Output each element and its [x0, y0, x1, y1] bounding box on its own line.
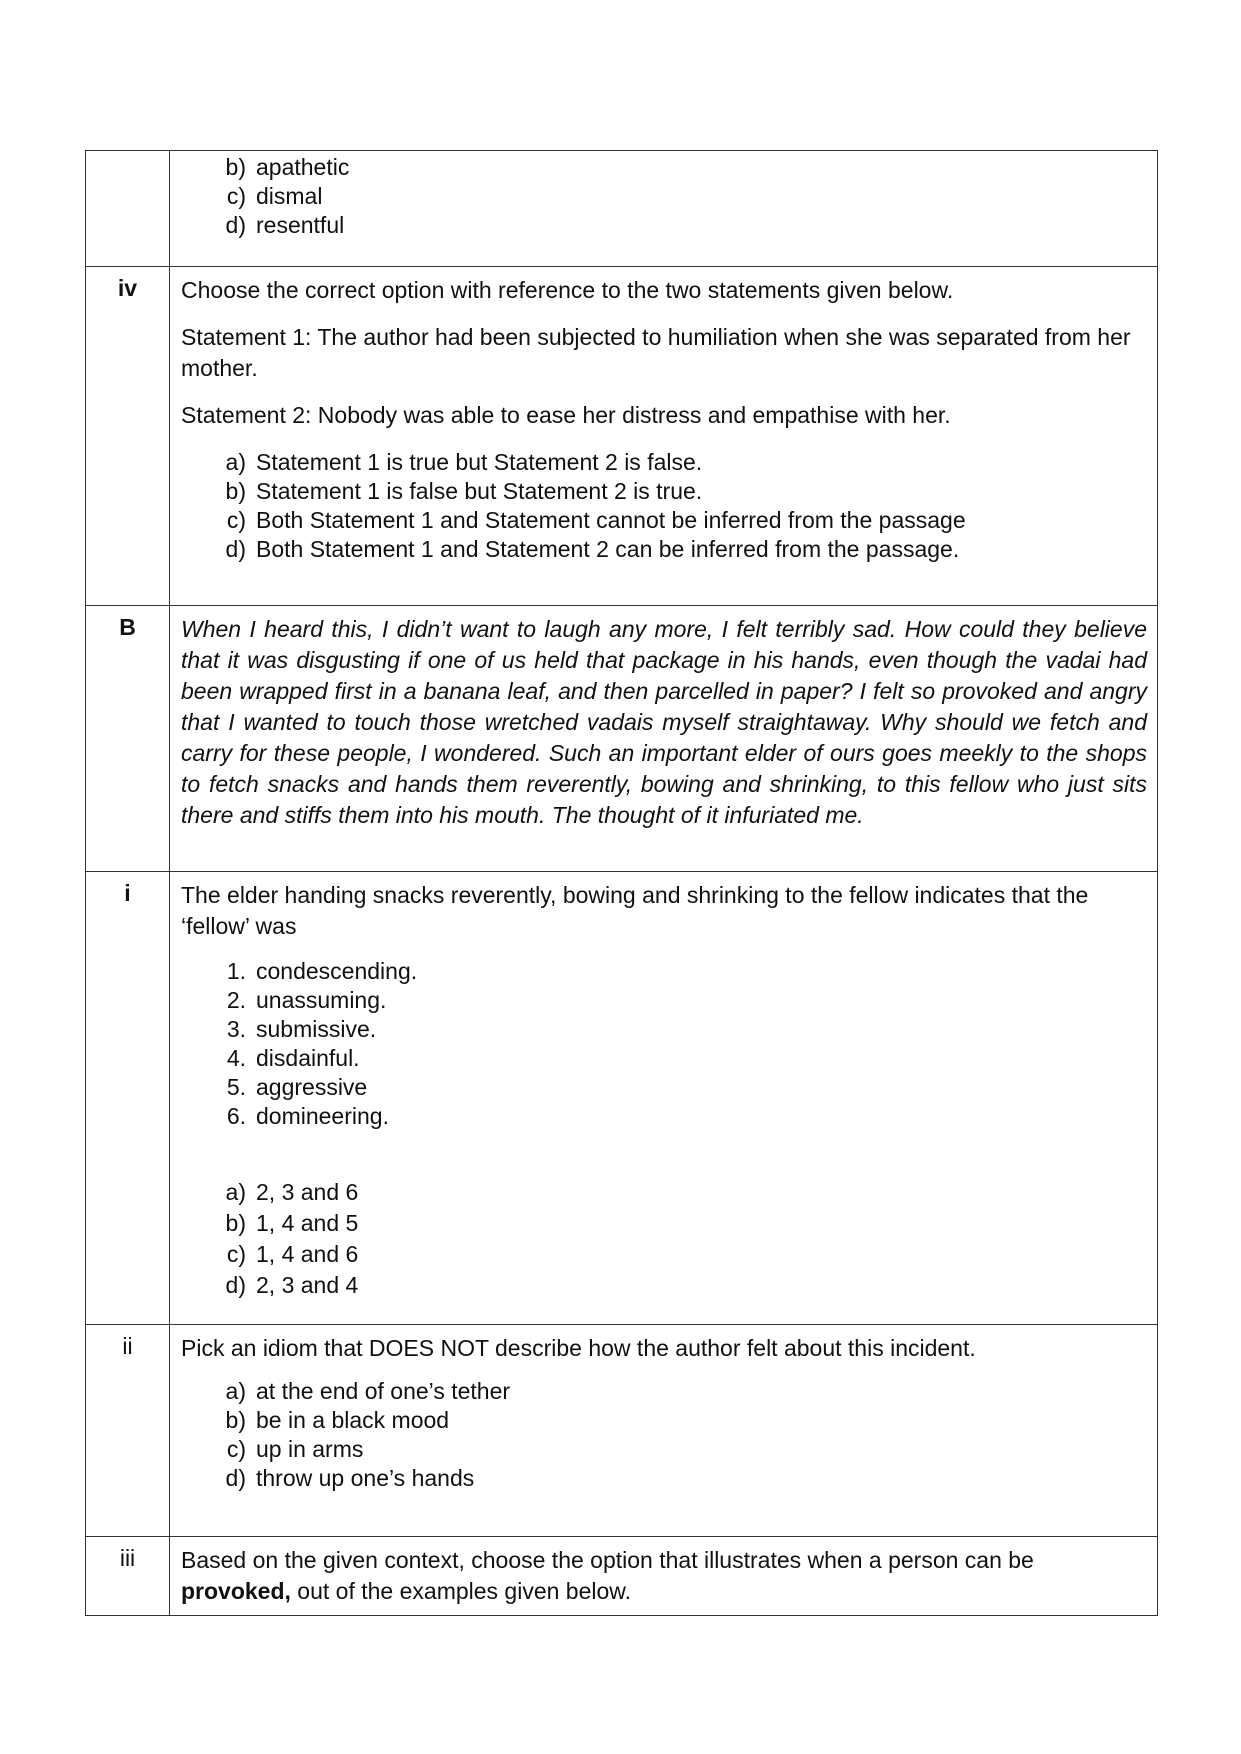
question-number: ii [86, 1325, 170, 1537]
question-number [86, 151, 170, 267]
option-item: d) Both Statement 1 and Statement 2 can be inferred from the passage. [225, 536, 960, 562]
question-text: Based on the given context, choose the option that illustrates when a person can be provoked, out of the examples given below. [181, 1547, 1034, 1604]
trait-list [181, 957, 1147, 1131]
question-number: i [86, 872, 170, 1325]
question-content [170, 872, 1158, 1325]
trait-item: 1. condescending. [226, 958, 418, 984]
option-item: b) 1, 4 and 5 [225, 1210, 359, 1236]
question-number: iv [86, 267, 170, 606]
option-list [181, 1377, 1147, 1493]
passage-row-b [86, 606, 1158, 872]
option-item: d) throw up one’s hands [225, 1465, 475, 1491]
question-content [170, 151, 1158, 267]
option-list [181, 448, 1147, 564]
option-item: d) resentful [225, 212, 345, 238]
trait-item: 3. submissive. [226, 1016, 377, 1042]
question-text: Pick an idiom that DOES NOT describe how the author felt about this incident. [181, 1335, 976, 1361]
option-item: b) apathetic [225, 154, 350, 180]
option-item: c) up in arms [226, 1436, 364, 1462]
trait-item: 6. domineering. [226, 1103, 389, 1129]
option-item: c) 1, 4 and 6 [226, 1241, 359, 1267]
option-list [181, 153, 1147, 240]
option-item: d) 2, 3 and 4 [225, 1272, 359, 1298]
keyword-provoked: provoked, [181, 1578, 291, 1604]
question-text: The elder handing snacks reverently, bowing and shrinking to the fellow indicates that the ‘fellow’ was [181, 882, 1089, 939]
question-table [85, 150, 1158, 1616]
option-item: c) Both Statement 1 and Statement cannot be inferred from the passage [226, 507, 966, 533]
question-row-iii [86, 1537, 1158, 1616]
passage-label: B [86, 606, 170, 872]
trait-item: 2. unassuming. [226, 987, 387, 1013]
question-content [170, 1325, 1158, 1537]
statement-1: Statement 1: The author had been subjected to humiliation when she was separated from her mother. [181, 324, 1131, 381]
option-item: a) 2, 3 and 6 [225, 1179, 359, 1205]
option-list [181, 1177, 1147, 1301]
question-content [170, 1537, 1158, 1616]
question-row-continuation [86, 151, 1158, 267]
question-content [170, 267, 1158, 606]
question-number: iii [86, 1537, 170, 1616]
option-item: c) dismal [226, 183, 323, 209]
option-item: b) Statement 1 is false but Statement 2 is true. [225, 478, 703, 504]
option-item: a) at the end of one’s tether [225, 1378, 511, 1404]
trait-item: 4. disdainful. [226, 1045, 360, 1071]
passage-text: When I heard this, I didn’t want to laugh any more, I felt terribly sad. How could they believe that it was disgusting if one of us held that package in his hands, even though the vadai had been wrapped first in a banana leaf, and then parcelled in paper? I felt so provoked and angry that I wanted to touch those wretched vadais myself straightaway. Why should we fetch and carry for these people, I wondered. Such an important elder of ours goes meekly to the shops to fetch snacks and hands them reverently, bowing and shrinking, to this fellow who just sits there and stiffs them into his mouth. The thought of it infuriated me. [181, 616, 1147, 828]
option-item: a) Statement 1 is true but Statement 2 is false. [225, 449, 703, 475]
passage-content [170, 606, 1158, 872]
option-item: b) be in a black mood [225, 1407, 450, 1433]
trait-item: 5. aggressive [226, 1074, 368, 1100]
question-row-ii [86, 1325, 1158, 1537]
statement-2: Statement 2: Nobody was able to ease her distress and empathise with her. [181, 402, 951, 428]
question-row-iv [86, 267, 1158, 606]
question-text: Choose the correct option with reference to the two statements given below. [181, 277, 954, 303]
question-row-i [86, 872, 1158, 1325]
